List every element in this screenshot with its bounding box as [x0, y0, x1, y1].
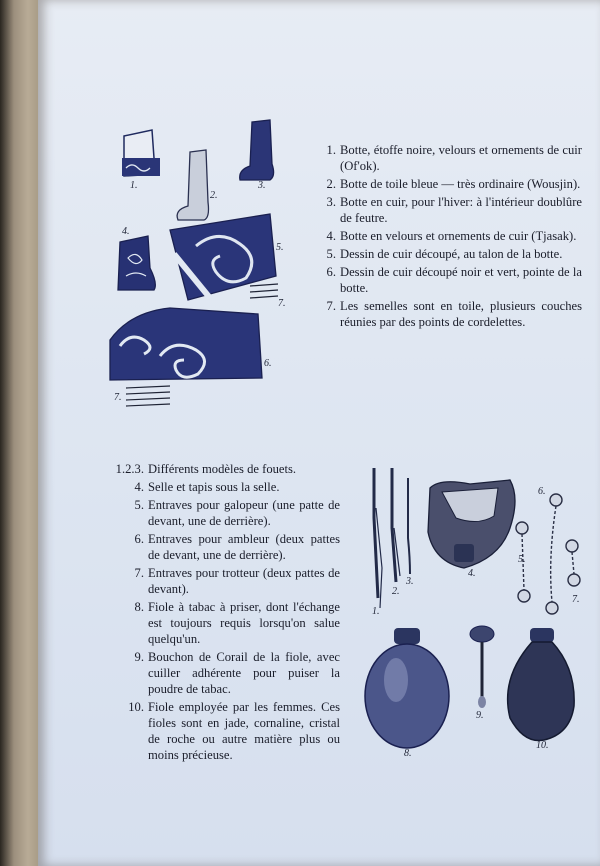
fig-label: 6.: [538, 486, 546, 497]
fig-label: 2.: [392, 586, 400, 597]
legend-item: 1.2.3. Différents modèles de fouets.: [115, 462, 297, 476]
fig-label: 2.: [210, 190, 218, 201]
heel-pattern-5-drawing: [170, 214, 276, 300]
toe-pattern-6-drawing: [110, 308, 262, 380]
book-spine: [0, 0, 40, 866]
fig-label: 1.: [372, 606, 380, 617]
fig-label: 5.: [518, 554, 526, 565]
fig-label: 4.: [468, 568, 476, 579]
legend-item: 7. Entraves pour trotteur (deux pattes de devant).: [134, 566, 340, 596]
legend-item: 6. Dessin de cuir découpé noir et vert, pointe de la botte.: [326, 265, 582, 295]
boot-2-drawing: [177, 150, 208, 220]
fig-label: 5.: [276, 242, 284, 253]
legend-item: 4. Botte en velours et ornements de cuir (Tjasak).: [326, 229, 577, 243]
stopper-9-drawing: [470, 626, 494, 708]
fig-label: 7.: [278, 298, 286, 309]
fig-label: 3.: [258, 180, 266, 191]
fig-label: 3.: [406, 576, 414, 587]
objects-illustration: [360, 458, 590, 758]
fig-label: 7.: [114, 392, 122, 403]
legend-item: 3. Botte en cuir, pour l'hiver: à l'intérieur doublûre de feutre.: [326, 195, 582, 225]
legend-item: 5. Dessin de cuir découpé, au talon de la botte.: [326, 247, 563, 261]
fig-label: 10.: [536, 740, 549, 751]
fig-label: 7.: [572, 594, 580, 605]
snuff-bottle-8-drawing: [365, 628, 449, 748]
fig-label: 6.: [264, 358, 272, 369]
boots-illustration: [100, 118, 290, 418]
fig-label: 4.: [122, 226, 130, 237]
boot-3-drawing: [240, 120, 274, 180]
sole-7-drawing: [126, 386, 170, 406]
legend-item: 5. Entraves pour galopeur (une patte de devant, une de derrière).: [134, 498, 340, 528]
legend-item: 4. Selle et tapis sous la selle.: [134, 480, 280, 494]
legend-item: 9. Bouchon de Corail de la fiole, avec cuiller adhérente pour puiser la poudre de tabac.: [134, 650, 340, 696]
legend-item: 6. Entraves pour ambleur (deux pattes de devant, une de derrière).: [134, 532, 340, 562]
boots-legend: [312, 142, 582, 332]
fig-label: 9.: [476, 710, 484, 721]
legend-item: 1. Botte, étoffe noire, velours et ornements de cuir (Of'ok).: [326, 143, 582, 173]
hobbles-drawing: [516, 494, 580, 614]
legend-item: 8. Fiole à tabac à priser, dont l'échange est toujours requis lorsqu'on salue quelqu'un.: [134, 600, 340, 646]
saddle-drawing: [428, 480, 515, 568]
legend-item: 10. Fiole employée par les femmes. Ces fioles sont en jade, cornaline, cristal de roche ou autre matière plus ou moins précieuse.: [128, 700, 340, 762]
objects-legend: [92, 461, 340, 765]
bottle-10-drawing: [508, 628, 575, 741]
fig-label: 8.: [404, 748, 412, 759]
legend-item: 7. Les semelles sont en toile, plusieurs couches réunies par des points de cordelettes.: [326, 299, 582, 329]
legend-item: 2. Botte de toile bleue — très ordinaire (Wousjin).: [326, 177, 581, 191]
fig-label: 1.: [130, 180, 138, 191]
